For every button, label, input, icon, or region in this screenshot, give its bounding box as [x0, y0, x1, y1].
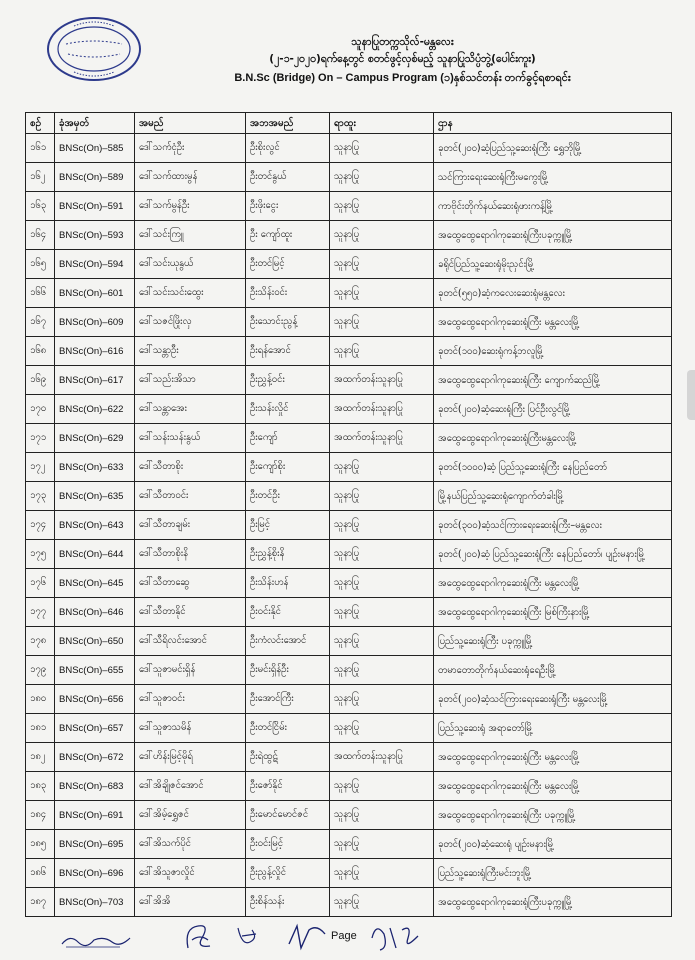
cell-department: ခုတင်(၂၀၀)ဆံ့ ပြည်သူ့ဆေးရုံကြီး နေပြည်တော်၊ ပျဉ်းမနားမြို့	[434, 540, 672, 569]
cell-department: အထွေထွေရောဂါကုဆေးရုံကြီးပခုက္ကူမြို့	[434, 221, 672, 250]
cell-roll-number: BNSc(On)–585	[55, 134, 135, 163]
table-row	[26, 221, 672, 250]
cell-roll-number: BNSc(On)–589	[55, 163, 135, 192]
cell-father-name: ဦးမြင့်	[246, 511, 330, 540]
cell-department: ခုတင်(၃၀၀)ဆံ့သင်ကြားရေးဆေးရုံကြီး–မန္တလေး	[434, 511, 672, 540]
cell-father-name: ဦးသန်းလှိုင်	[246, 395, 330, 424]
cell-department: သင်ကြားရေးဆေးရုံကြီးမကွေးမြို့	[434, 163, 672, 192]
cell-rank: သူနာပြု	[330, 163, 434, 192]
cell-roll-number: BNSc(On)–657	[55, 714, 135, 743]
admission-table	[25, 112, 672, 917]
cell-name: ဒေါ်သင်းယုနွယ်	[135, 250, 246, 279]
signature-icon	[285, 920, 329, 954]
column-header-father-name: အဘအမည်	[246, 113, 330, 134]
cell-roll-number: BNSc(On)–616	[55, 337, 135, 366]
cell-roll-number: BNSc(On)–629	[55, 424, 135, 453]
cell-rank: သူနာပြု	[330, 482, 434, 511]
cell-name: ဒေါ်သီရိလင်းအောင်	[135, 627, 246, 656]
cell-roll-number: BNSc(On)–646	[55, 598, 135, 627]
table-row	[26, 366, 672, 395]
cell-name: ဒေါ်သူဇာသမိန်	[135, 714, 246, 743]
cell-rank: သူနာပြု	[330, 221, 434, 250]
cell-father-name: ဦးအောင်ကြီး	[246, 685, 330, 714]
cell-serial: ၁၆၆	[26, 279, 55, 308]
cell-name: ဒေါ်သီတာဆွေ	[135, 569, 246, 598]
cell-roll-number: BNSc(On)–594	[55, 250, 135, 279]
cell-father-name: ဦးရဲထွဋ်	[246, 743, 330, 772]
cell-department: အထွေထွေရောဂါကုဆေးရုံကြီး မန္တလေးမြို့	[434, 308, 672, 337]
table-row	[26, 685, 672, 714]
table-body	[26, 134, 672, 917]
cell-serial: ၁၆၅	[26, 250, 55, 279]
cell-name: ဒေါ်သင်းကြူ	[135, 221, 246, 250]
cell-serial: ၁၇၃	[26, 482, 55, 511]
cell-father-name: ဦးဖိုးငွေး	[246, 192, 330, 221]
cell-name: ဒေါ်သီတာချမ်း	[135, 511, 246, 540]
table-row	[26, 424, 672, 453]
column-header-serial: စဉ်	[26, 113, 55, 134]
cell-father-name: ဦးတင်နွယ်	[246, 163, 330, 192]
table-row	[26, 627, 672, 656]
cell-serial: ၁၆၈	[26, 337, 55, 366]
cell-father-name: ဦးညွှန့်ဝင်း	[246, 366, 330, 395]
cell-department: အထွေထွေရောဂါကုဆေးရုံကြီး မန္တလေးမြို့	[434, 772, 672, 801]
cell-department: ပြည်သူ့ဆေးရုံကြီး ပခုက္ကူမြို့	[434, 627, 672, 656]
table-row	[26, 598, 672, 627]
cell-roll-number: BNSc(On)–643	[55, 511, 135, 540]
cell-name: ဒေါ်သူဇာဝင်း	[135, 685, 246, 714]
cell-name: ဒေါ်သန္တာဦး	[135, 337, 246, 366]
table-row	[26, 163, 672, 192]
cell-serial: ၁၆၃	[26, 192, 55, 221]
cell-name: ဒေါ်သက်မွန်ဦး	[135, 192, 246, 221]
page-label: Page	[331, 930, 357, 942]
cell-roll-number: BNSc(On)–633	[55, 453, 135, 482]
cell-serial: ၁၇၀	[26, 395, 55, 424]
table-row	[26, 859, 672, 888]
cell-father-name: ဦး ကျော်ထူး	[246, 221, 330, 250]
cell-roll-number: BNSc(On)–691	[55, 801, 135, 830]
table-row	[26, 395, 672, 424]
cell-name: ဒေါ်သန္တာအေး	[135, 395, 246, 424]
cell-department: ပြည်သူ့ဆေးရုံကြီးမင်းဘူးမြို့	[434, 859, 672, 888]
cell-father-name: ဦးဇော်နိုင်	[246, 772, 330, 801]
cell-roll-number: BNSc(On)–656	[55, 685, 135, 714]
cell-serial: ၁၈၅	[26, 830, 55, 859]
cell-department: ခုတင်(၂၀၀)ဆံ့သင်ကြားရေးဆေးရုံကြီး မန္တလေးမြို့	[434, 685, 672, 714]
cell-serial: ၁၇၅	[26, 540, 55, 569]
cell-name: ဒေါ်အိအိ	[135, 888, 246, 917]
table-row	[26, 772, 672, 801]
cell-rank: သူနာပြု	[330, 859, 434, 888]
cell-serial: ၁၈၆	[26, 859, 55, 888]
cell-roll-number: BNSc(On)–695	[55, 830, 135, 859]
cell-rank: သူနာပြု	[330, 627, 434, 656]
cell-father-name: ဦးသိန်းဝင်း	[246, 279, 330, 308]
cell-rank: သူနာပြု	[330, 192, 434, 221]
table-row	[26, 453, 672, 482]
cell-serial: ၁၈၄	[26, 801, 55, 830]
cell-rank: သူနာပြု	[330, 685, 434, 714]
cell-serial: ၁၆၄	[26, 221, 55, 250]
cell-rank: သူနာပြု	[330, 279, 434, 308]
cell-department: အထွေထွေရောဂါကုဆေးရုံကြီး ကျောက်ဆည်မြို့	[434, 366, 672, 395]
signature-icon	[232, 922, 262, 952]
cell-father-name: ဦးကျော်	[246, 424, 330, 453]
cell-department: အထွေထွေရောဂါကုဆေးရုံကြီးမန္တလေးမြို့	[434, 424, 672, 453]
table-row	[26, 192, 672, 221]
cell-department: အထွေထွေရောဂါကုဆေးရုံကြီး မြစ်ကြီးနားမြို့	[434, 598, 672, 627]
official-seal-icon	[44, 14, 144, 84]
cell-serial: ၁၇၉	[26, 656, 55, 685]
cell-serial: ၁၆၇	[26, 308, 55, 337]
cell-roll-number: BNSc(On)–672	[55, 743, 135, 772]
cell-name: ဒေါ်သူဇာမင်းရှိန်	[135, 656, 246, 685]
cell-roll-number: BNSc(On)–622	[55, 395, 135, 424]
cell-department: ခုတင်(၂၀၀)ဆံ့ပြည်သူ့ဆေးရုံကြီး ရွှေဘိုမြို့	[434, 134, 672, 163]
cell-department: မြို့နယ်ပြည်သူ့ဆေးရုံကျောက်တံခါးမြို့	[434, 482, 672, 511]
cell-serial: ၁၆၂	[26, 163, 55, 192]
cell-name: ဒေါ်သီတာနိုင်	[135, 598, 246, 627]
cell-name: ဒေါ်သန်းသန်းနွယ်	[135, 424, 246, 453]
cell-department: ကာဗိုင်းတိုက်နယ်ဆေးရုံဖားကန့်မြို့	[434, 192, 672, 221]
cell-rank: အထက်တန်းသူနာပြု	[330, 424, 434, 453]
cell-serial: ၁၈၇	[26, 888, 55, 917]
cell-department: ခုတင်(၅၅၀)ဆံ့ကလေးဆေးရုံမန္တလေး	[434, 279, 672, 308]
cell-rank: သူနာပြု	[330, 453, 434, 482]
cell-roll-number: BNSc(On)–635	[55, 482, 135, 511]
cell-name: ဒေါ်သီတာစိုးနိ	[135, 540, 246, 569]
cell-roll-number: BNSc(On)–655	[55, 656, 135, 685]
table-row	[26, 743, 672, 772]
cell-roll-number: BNSc(On)–609	[55, 308, 135, 337]
cell-father-name: ဦးစိန်သန်း	[246, 888, 330, 917]
cell-rank: သူနာပြု	[330, 337, 434, 366]
cell-name: ဒေါ်သီတာဝင်း	[135, 482, 246, 511]
cell-rank: အထက်တန်းသူနာပြု	[330, 743, 434, 772]
cell-father-name: ဦးကျော်စိုး	[246, 453, 330, 482]
cell-department: အထွေထွေရောဂါကုဆေးရုံကြီးပခုက္ကူမြို့	[434, 888, 672, 917]
cell-department: တမာတောတိုက်နယ်ဆေးရုံရေဦးမြို့	[434, 656, 672, 685]
cell-rank: သူနာပြု	[330, 250, 434, 279]
cell-roll-number: BNSc(On)–650	[55, 627, 135, 656]
cell-serial: ၁၈၀	[26, 685, 55, 714]
cell-rank: သူနာပြု	[330, 540, 434, 569]
cell-department: ခုတင်(၂၀၀)ဆံ့ဆေးရုံကြီး ပြင်ဦးလွင်မြို့	[434, 395, 672, 424]
cell-rank: သူနာပြု	[330, 308, 434, 337]
table-row	[26, 337, 672, 366]
program-title: B.N.Sc (Bridge) On – Campus Program (၁)နှစ်သင်တန်း တက်ခွင့်ရစာရင်း	[234, 72, 571, 84]
cell-father-name: ဦးသောင်းညွန့်	[246, 308, 330, 337]
cell-father-name: ဦးစိုးလွင်	[246, 134, 330, 163]
cell-roll-number: BNSc(On)–683	[55, 772, 135, 801]
cell-roll-number: BNSc(On)–696	[55, 859, 135, 888]
cell-serial: ၁၇၂	[26, 453, 55, 482]
cell-roll-number: BNSc(On)–601	[55, 279, 135, 308]
cell-department: ပြည်သူ့ဆေးရုံ အရာတော်မြို့	[434, 714, 672, 743]
cell-rank: သူနာပြု	[330, 830, 434, 859]
cell-roll-number: BNSc(On)–644	[55, 540, 135, 569]
cell-rank: သူနာပြု	[330, 134, 434, 163]
signature-icon	[368, 918, 428, 954]
cell-name: ဒေါ်သီတာစိုး	[135, 453, 246, 482]
table-row	[26, 511, 672, 540]
cell-father-name: ဦးကံလင်းအောင်	[246, 627, 330, 656]
table-row	[26, 540, 672, 569]
cell-name: ဒေါ်သည်းအိသာ	[135, 366, 246, 395]
cell-name: ဒေါ်အိသက်ပိုင်	[135, 830, 246, 859]
cell-department: အထွေထွေရောဂါကုဆေးရုံကြီး မန္တလေးမြို့	[434, 569, 672, 598]
cell-name: ဒေါ်သဇင်ဖြိုးလှ	[135, 308, 246, 337]
cell-name: ဒေါ်အိမ့်ရွှေဇင်	[135, 801, 246, 830]
cell-rank: သူနာပြု	[330, 801, 434, 830]
cell-rank: သူနာပြု	[330, 569, 434, 598]
cell-roll-number: BNSc(On)–593	[55, 221, 135, 250]
signature-icon	[60, 930, 140, 950]
cell-father-name: ဦးတင်မြင့်	[246, 250, 330, 279]
cell-serial: ၁၇၁	[26, 424, 55, 453]
column-header-name: အမည်	[135, 113, 246, 134]
cell-father-name: ဦးတင်ဦး	[246, 482, 330, 511]
cell-father-name: ဦးညွန့်လှိုင်	[246, 859, 330, 888]
cell-department: ခုတင်(၁၀၀)ဆေးရုံကန့်ဘလူမြို့	[434, 337, 672, 366]
cell-rank: သူနာပြု	[330, 511, 434, 540]
table-row	[26, 250, 672, 279]
column-header-rank: ရာထူး	[330, 113, 434, 134]
document-subtitle: (၂-၁-၂၀၂၀)ရက်နေ့တွင် စတင်ဖွင့်လှစ်မည့် သူနာပြုသိပ္ပံဘွဲ့(ပေါင်းကူး)	[269, 53, 536, 65]
cell-serial: ၁၇၄	[26, 511, 55, 540]
cell-father-name: ဦးဝင်းနိုင်	[246, 598, 330, 627]
table-row	[26, 482, 672, 511]
cell-roll-number: BNSc(On)–645	[55, 569, 135, 598]
cell-serial: ၁၆၉	[26, 366, 55, 395]
cell-department: အထွေထွေရောဂါကုဆေးရုံကြီး ပခုက္ကူမြို့	[434, 801, 672, 830]
cell-serial: ၁၇၇	[26, 598, 55, 627]
cell-roll-number: BNSc(On)–591	[55, 192, 135, 221]
table-header-row	[26, 113, 672, 134]
cell-department: ခရိုင်ပြည်သူ့ဆေးရုံမိုးညှင်းမြို့	[434, 250, 672, 279]
cell-roll-number: BNSc(On)–703	[55, 888, 135, 917]
cell-serial: ၁၇၈	[26, 627, 55, 656]
signature-icon	[180, 918, 220, 954]
cell-rank: သူနာပြု	[330, 888, 434, 917]
cell-serial: ၁၈၃	[26, 772, 55, 801]
cell-father-name: ဦးတင်ငြိမ်း	[246, 714, 330, 743]
column-header-roll-number: ခုံအမှတ်	[55, 113, 135, 134]
cell-rank: သူနာပြု	[330, 598, 434, 627]
cell-father-name: ဦးရန်အောင်	[246, 337, 330, 366]
cell-name: ဒေါ်သက်ငုံဦး	[135, 134, 246, 163]
cell-rank: သူနာပြု	[330, 656, 434, 685]
cell-serial: ၁၇၆	[26, 569, 55, 598]
cell-rank: အထက်တန်းသူနာပြု	[330, 395, 434, 424]
cell-serial: ၁၈၂	[26, 743, 55, 772]
column-header-department: ဌာန	[434, 113, 672, 134]
table-row	[26, 801, 672, 830]
cell-name: ဒေါ်သက်ထားမွန်	[135, 163, 246, 192]
table-row	[26, 308, 672, 337]
cell-father-name: ဦးမောင်မောင်ဇင်	[246, 801, 330, 830]
cell-serial: ၁၈၁	[26, 714, 55, 743]
table-row	[26, 279, 672, 308]
table-row	[26, 714, 672, 743]
cell-department: အထွေထွေရောဂါကုဆေးရုံကြီး မန္တလေးမြို့	[434, 743, 672, 772]
table-row	[26, 569, 672, 598]
cell-name: ဒေါ်အိသူဇာလှိုင်	[135, 859, 246, 888]
cell-father-name: ဦးဝင်းမြင့်	[246, 830, 330, 859]
cell-father-name: ဦးမင်းရှိန်ဦး	[246, 656, 330, 685]
cell-rank: သူနာပြု	[330, 714, 434, 743]
table-row	[26, 656, 672, 685]
cell-name: ဒေါ်သင်းသင်းထွေး	[135, 279, 246, 308]
cell-department: ခုတင်(၂၀၀)ဆံ့ဆေးရုံ ပျဉ်းမနားမြို့	[434, 830, 672, 859]
cell-name: ဒေါ်ဟိန်းမြင့်မိုရ်	[135, 743, 246, 772]
cell-father-name: ဦးသိန်းဟန်	[246, 569, 330, 598]
cell-rank: အထက်တန်းသူနာပြု	[330, 366, 434, 395]
cell-rank: သူနာပြု	[330, 772, 434, 801]
document-title: သူနာပြုတက္ကသိုလ်-မန္တလေး	[351, 36, 454, 48]
cell-department: ခုတင်(၁၀၀၀)ဆံ့ ပြည်သူ့ဆေးရုံကြီး နေပြည်တော်	[434, 453, 672, 482]
cell-name: ဒေါ်အိချိုဇင်အောင်	[135, 772, 246, 801]
scroll-handle[interactable]	[687, 370, 695, 420]
table-row	[26, 134, 672, 163]
cell-serial: ၁၆၁	[26, 134, 55, 163]
cell-father-name: ဦးညွှန့်စိုးနိ	[246, 540, 330, 569]
cell-roll-number: BNSc(On)–617	[55, 366, 135, 395]
table-row	[26, 830, 672, 859]
